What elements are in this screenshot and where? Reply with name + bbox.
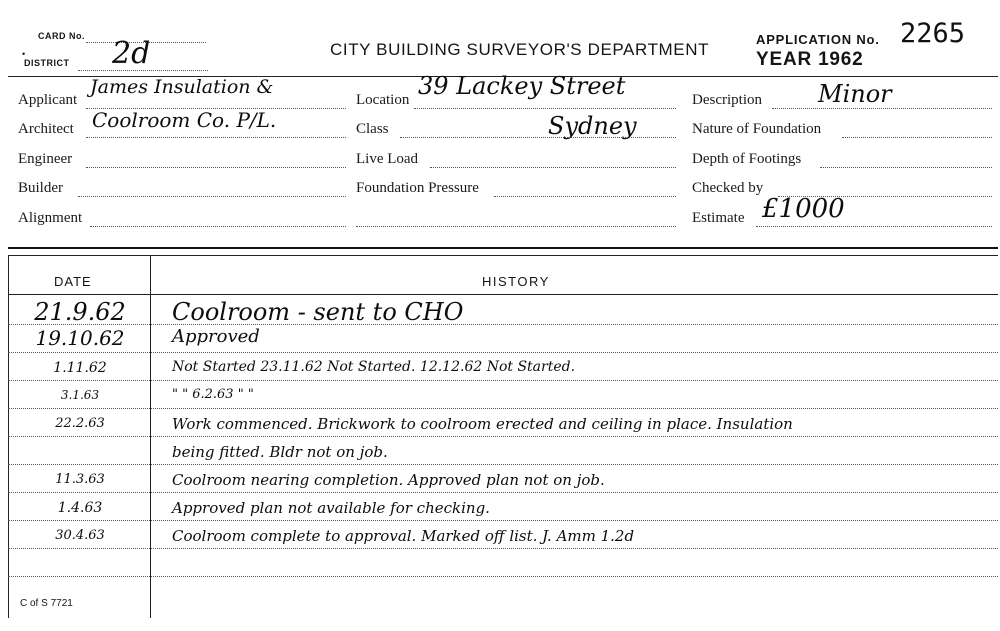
nature-line [842,137,992,138]
row-rule [8,408,998,409]
row-date: 11.3.63 [55,472,105,487]
row-rule [8,576,998,577]
history-header: HISTORY [482,274,550,289]
architect-line [86,137,346,138]
row-date: 30.4.63 [55,528,105,543]
row-rule [8,380,998,381]
application-label: APPLICATION No. [756,32,880,47]
year-label: YEAR 1962 [756,49,864,70]
row-history: Coolroom nearing completion. Approved plan not on job. [172,471,605,489]
location-value: 39 Lackey Street [418,72,626,100]
table-left-border [8,256,9,618]
row-date: 1.11.62 [53,360,107,376]
row-date: 22.2.63 [55,416,105,431]
row-history: Approved plan not available for checking. [172,499,490,517]
estimate-value: £1000 [762,194,845,224]
alignment-label: Alignment [18,210,83,226]
application-number: 2265 [900,18,966,49]
architect-label: Architect [18,121,74,137]
row-history: " " 6.2.63 " " [172,387,254,402]
table-top-rule-2 [8,255,998,256]
row-rule [8,436,998,437]
card-no-label: CARD No. [38,31,85,41]
form-code: C of S 7721 [20,598,73,609]
middle-blank-line [356,226,676,227]
estimate-line [756,226,992,227]
foundation-pressure-label: Foundation Pressure [356,180,479,196]
engineer-label: Engineer [18,151,73,167]
alignment-line [90,226,346,227]
depth-line [820,167,992,168]
table-header-rule [8,294,998,295]
row-date: 19.10.62 [35,326,125,350]
bullet-dot: • [22,49,26,59]
description-line [772,108,992,109]
checked-label: Checked by [692,180,764,196]
location-line [414,108,676,109]
location-label: Location [356,92,410,108]
row-rule [8,352,998,353]
engineer-line [86,167,346,168]
live-load-label: Live Load [356,151,419,167]
row-rule [8,548,998,549]
live-load-line [430,167,676,168]
district-value: 2d [112,36,151,71]
applicant-value: James Insulation & [90,76,274,98]
row-rule [8,492,998,493]
row-history: being fitted. Bldr not on job. [172,443,388,461]
foundation-pressure-line [494,196,676,197]
row-date: 21.9.62 [34,298,126,326]
table-column-divider [150,256,151,618]
row-date: 1.4.63 [57,500,103,516]
date-header: DATE [54,274,92,289]
district-label: DISTRICT [24,58,70,68]
description-label: Description [692,92,762,108]
description-value: Minor [818,80,892,108]
builder-label: Builder [18,180,63,196]
depth-label: Depth of Footings [692,151,802,167]
row-rule [8,324,998,325]
table-top-rule [8,247,998,249]
row-history: Coolroom complete to approval. Marked off list. J. Amm 1.2d [172,527,635,545]
estimate-label: Estimate [692,210,745,226]
builder-line [78,196,346,197]
class-line [400,137,676,138]
class-label: Class [356,121,389,137]
row-history: Coolroom - sent to CHO [172,298,464,326]
architect-value: Coolroom Co. P/L. [92,108,277,132]
row-date: 3.1.63 [60,388,100,402]
row-history: Approved [172,326,260,347]
nature-label: Nature of Foundation [692,121,822,137]
department-title: CITY BUILDING SURVEYOR'S DEPARTMENT [330,40,710,59]
row-rule [8,520,998,521]
row-rule [8,464,998,465]
applicant-label: Applicant [18,92,78,108]
row-history: Work commenced. Brickwork to coolroom erected and ceiling in place. Insulation [172,415,793,433]
class-value: Sydney [548,112,637,140]
row-history: Not Started 23.11.62 Not Started. 12.12.62 Not Started. [172,359,576,375]
